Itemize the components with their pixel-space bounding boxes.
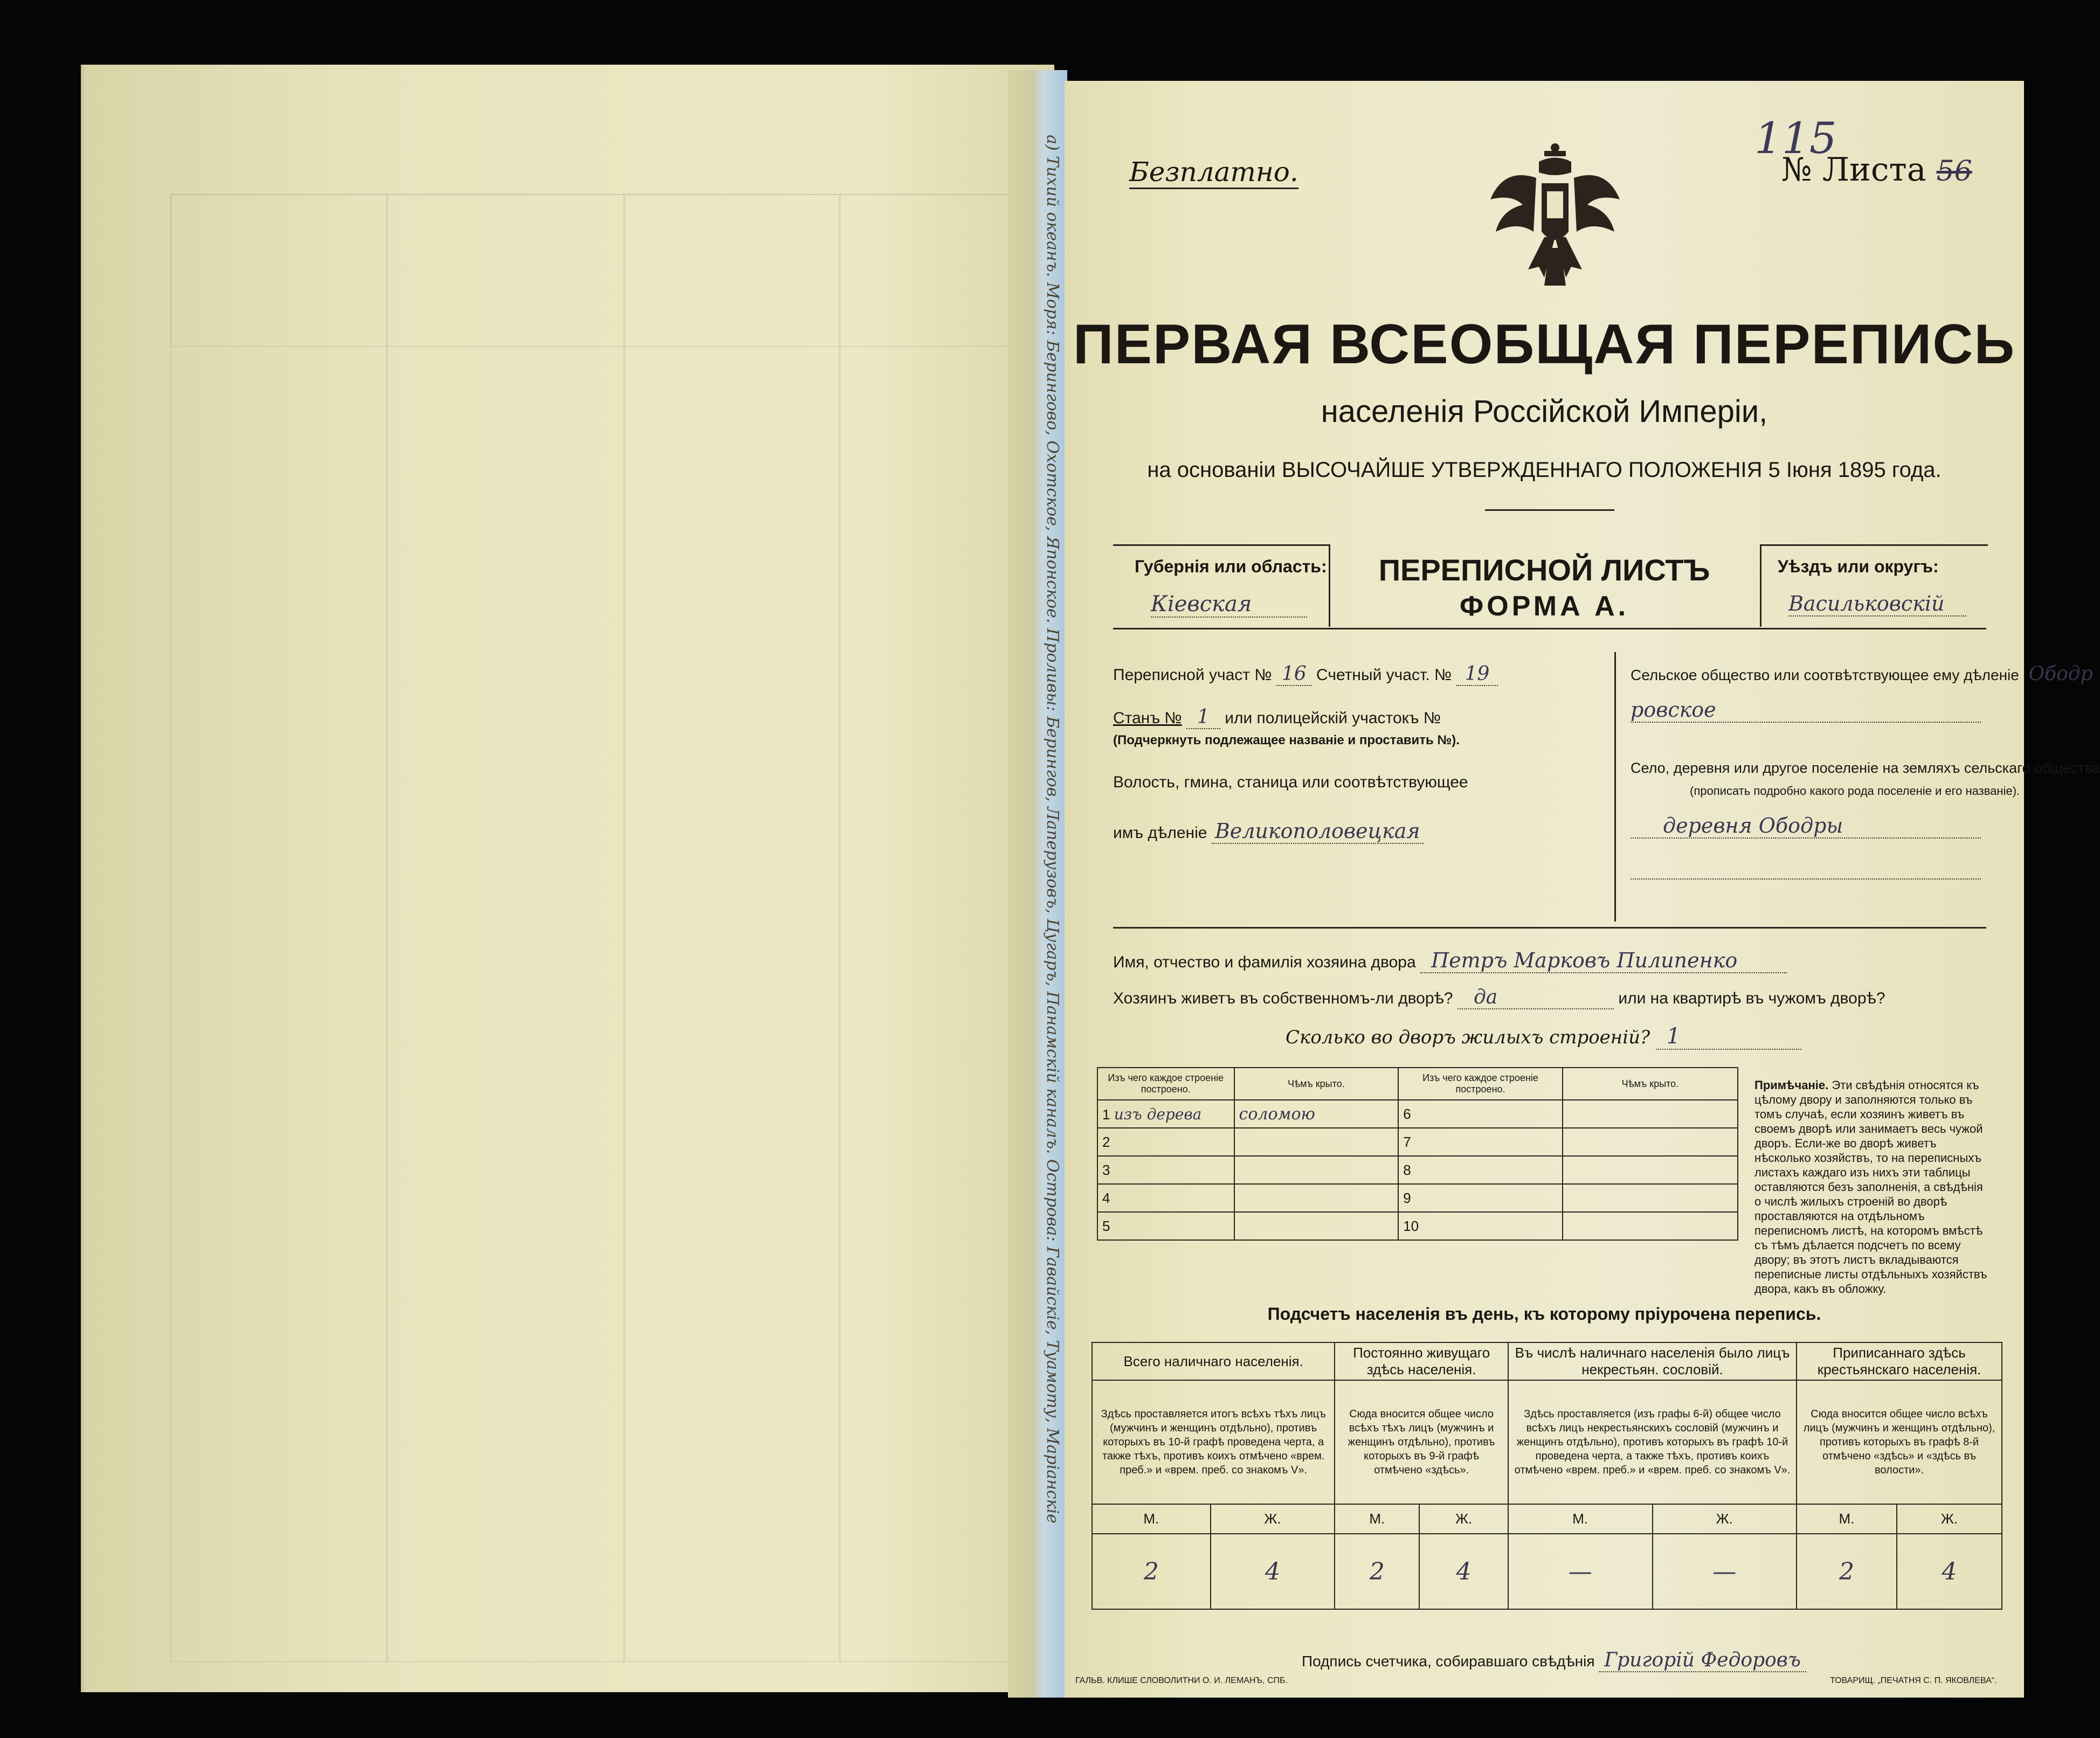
buildings-label: Сколько во дворъ жилыхъ строеній? [1286, 1027, 1650, 1048]
col-total-desc: Здѣсь проставляется итогъ всѣхъ тѣхъ лицъ (мужчинъ и женщинъ отдѣльно), противъ которыхъ въ 10-й графѣ проведена черта, а также тѣхъ, противъ коихъ отмѣчено «врем. преб.» и «врем. преб. со знакомъ V». [1092, 1380, 1335, 1504]
table-row [1097, 1184, 1738, 1212]
left-page [81, 65, 1054, 1692]
uezd-value: Васильковскій [1788, 592, 1966, 617]
total-male-value: 2 [1092, 1534, 1211, 1609]
col-nonpeasant-desc: Здѣсь проставляется (изъ графы 6-й) общее число всѣхъ лицъ некрестьянскихъ сословій (мужчинъ и женщинъ отдѣльно), противъ которыхъ въ графѣ 10-й проведена черта, а также тѣхъ, противъ коихъ отмѣчено «врем. преб.» и «врем. преб. со знакомъ V». [1508, 1380, 1797, 1504]
registered-male-value: 2 [1797, 1534, 1897, 1609]
census-area-label: Переписной участ № [1113, 666, 1272, 684]
society-label: Сельское общество или соотвѣтствующее ему дѣленіе [1631, 667, 2019, 683]
table-row [1097, 1128, 1738, 1156]
table-row [1097, 1100, 1738, 1128]
owner-value: Петръ Марковъ Пилипенко [1420, 948, 1787, 973]
note-block [1754, 1078, 1992, 1296]
nonpeasant-female-value: — [1653, 1534, 1797, 1609]
col-registered-desc: Сюда вносится общее число всѣхъ лицъ (мужчинъ и женщинъ отдѣльно), противъ которыхъ въ графѣ 8-й отмѣчено «здѣсь» и «здѣсь въ волости». [1797, 1380, 2002, 1504]
buildings-row [1286, 1024, 1801, 1050]
buildings-table [1097, 1067, 1738, 1241]
row-number: 7 [1398, 1128, 1563, 1156]
male-label: М. [1335, 1504, 1419, 1534]
rent-label: или на квартирѣ въ чужомъ дворѣ? [1618, 989, 1885, 1007]
female-label: Ж. [1653, 1504, 1797, 1534]
count-area-label: Счетный участ. № [1316, 666, 1452, 684]
male-label: М. [1797, 1504, 1897, 1534]
sheet-number: 56 [1936, 155, 1972, 188]
row-number: 1 [1102, 1106, 1110, 1123]
population-title: Подсчетъ населенія въ день, къ которому пріурочена перепись. [1267, 1304, 1821, 1324]
permanent-male-value: 2 [1335, 1534, 1419, 1609]
census-area-row [1113, 663, 1498, 685]
census-area-value: 16 [1276, 663, 1312, 686]
faint-grid-line [839, 194, 841, 1662]
col-roof-header-2: Чѣмъ крыто. [1563, 1068, 1738, 1100]
uezd-label: Уѣздъ или округъ: [1778, 557, 1939, 576]
society-value-2: ровское [1631, 698, 1981, 723]
village-value: деревня Ободры [1631, 814, 1981, 839]
col-roof-header: Чѣмъ крыто. [1234, 1068, 1399, 1100]
row-number: 2 [1097, 1128, 1234, 1156]
note-label: Примѣчаніе. [1754, 1078, 1829, 1092]
female-label: Ж. [1419, 1504, 1508, 1534]
admin-divider [1614, 652, 1616, 922]
row-number: 9 [1398, 1184, 1563, 1212]
table-row [1097, 1156, 1738, 1184]
col-total-header: Всего наличнаго населенія. [1092, 1342, 1335, 1380]
buildings-value: 1 [1656, 1024, 1801, 1050]
printer-left: ГАЛЬВ. КЛИШЕ СЛОВОЛИТНИ О. И. ЛЕМАНЪ, СПБ. [1075, 1676, 1288, 1685]
col-permanent-desc: Сюда вносится общее число всѣхъ тѣхъ лицъ (мужчинъ и женщинъ отдѣльно), противъ которыхъ въ 9-й графѣ отмѣчено «здѣсь». [1335, 1380, 1508, 1504]
village-extra-line [1631, 878, 1981, 880]
total-female-value: 4 [1211, 1534, 1335, 1609]
female-label: Ж. [1897, 1504, 2002, 1534]
row-number: 5 [1097, 1212, 1234, 1240]
village-note: (прописать подробно какого рода поселеніе и его названіе). [1690, 784, 2020, 798]
society-row [1631, 663, 2093, 685]
row-number: 6 [1398, 1100, 1563, 1128]
legal-basis: на основаніи ВЫСОЧАЙШЕ УТВЕРЖДЕННАГО ПОЛОЖЕНІЯ 5 Іюня 1895 года. [1147, 458, 1942, 482]
male-label: М. [1092, 1504, 1211, 1534]
society-value-1: Ободр [2028, 663, 2093, 685]
sheet-title: ПЕРЕПИСНОЙ ЛИСТЪ [1378, 553, 1710, 587]
permanent-female-value: 4 [1419, 1534, 1508, 1609]
note-text: Эти свѣдѣнія относятся къ цѣлому двору и заполняются только въ томъ случаѣ, если хозяинъ живетъ въ своемъ дворѣ или занимаетъ весь чужой дворъ. Если-же во дворѣ живетъ нѣсколько хозяйствъ, то на переписныхъ листахъ каждаго изъ нихъ эти таблицы оставляются безъ заполненія, а свѣдѣнія о числѣ жилыхъ строеній во дворѣ проставляются на отдѣльномъ переписномъ листѣ, на которомъ вмѣстѣ съ тѣмъ дѣлается подсчетъ по всему двору; въ этотъ листъ вкладываются переписные листы отдѣльныхъ хозяйствъ двора, какъ въ обложку. [1754, 1078, 1987, 1296]
subtitle: населенія Россійской Имперіи, [1321, 394, 1768, 429]
material-value: изъ дерева [1114, 1105, 1202, 1123]
col-material-header-2: Изъ чего каждое строеніе построено. [1398, 1068, 1563, 1100]
faint-grid [170, 194, 1013, 1662]
row-number: 8 [1398, 1156, 1563, 1184]
gubernia-label: Губернія или область: [1135, 557, 1327, 576]
printer-right: ТОВАРИЩ. „ПЕЧАТНЯ С. П. ЯКОВЛЕВА“. [1830, 1676, 1997, 1685]
owner-label: Имя, отчество и фамилія хозяина двора [1113, 953, 1416, 971]
row-number: 10 [1398, 1212, 1563, 1240]
owner-row [1113, 948, 1787, 973]
stan-label: Станъ № [1113, 709, 1182, 727]
admin-bottom-divider [1113, 927, 1986, 929]
col-registered-header: Приписаннаго здѣсь крестьянскаго населенія. [1797, 1342, 2002, 1380]
faint-grid-header [170, 194, 1013, 347]
female-label: Ж. [1211, 1504, 1335, 1534]
own-label: Хозяинъ живетъ въ собственномъ-ли дворѣ? [1113, 989, 1453, 1007]
archive-number: 115 [1754, 113, 1837, 163]
spine-text: a) Тихий океанъ. Моря: Берингово, Охотское, Японское. Проливы: Берингов, Лаперузовъ, Цугаръ, Панамскій каналъ. Острова: Гавайскіе, Туамоту, Маріанскіе [1043, 135, 1062, 1524]
census-form-page [1065, 81, 2100, 1698]
own-value: да [1457, 986, 1614, 1009]
row-number: 3 [1097, 1156, 1234, 1184]
signature-value: Григорій Федоровъ [1599, 1649, 1806, 1672]
police-label: или полицейскій участокъ № [1225, 709, 1441, 727]
free-label: Безплатно. [1129, 156, 1298, 189]
main-title: ПЕРВАЯ ВСЕОБЩАЯ ПЕРЕПИСЬ [1073, 313, 2016, 376]
stan-row [1113, 706, 1441, 728]
volost-value: Великополовецкая [1212, 819, 1424, 844]
ownership-row [1113, 986, 1885, 1009]
gubernia-box [1113, 544, 1330, 627]
col-permanent-header: Постоянно живущаго здѣсь населенія. [1335, 1342, 1508, 1380]
faint-grid-line [623, 194, 625, 1662]
signature-row [1302, 1649, 1806, 1671]
male-label: М. [1508, 1504, 1653, 1534]
col-nonpeasant-header: Въ числѣ наличнаго населенія было лицъ некрестьян. сословій. [1508, 1342, 1797, 1380]
sheet-label: № Листа [1781, 151, 1926, 189]
volost-label-2: имъ дѣленіе [1113, 824, 1207, 842]
gubernia-value: Кіевская [1151, 592, 1307, 618]
form-name: ФОРМА А. [1459, 591, 1629, 622]
col-material-header: Изъ чего каждое строеніе построено. [1097, 1068, 1234, 1100]
header-divider [1113, 628, 1986, 629]
faint-grid-line [386, 194, 388, 1662]
volost-row [1113, 819, 1424, 843]
volost-label: Волость, гмина, станица или соотвѣтствующее [1113, 773, 1468, 791]
ornament-divider [1485, 509, 1614, 511]
sheet-number-field [1781, 151, 1972, 189]
village-label: Село, деревня или другое поселеніе на земляхъ сельскаго общества [1631, 760, 2100, 776]
imperial-eagle-emblem [1485, 140, 1625, 302]
registered-female-value: 4 [1897, 1534, 2002, 1609]
row-number: 4 [1097, 1184, 1234, 1212]
table-row [1097, 1212, 1738, 1240]
uezd-box [1760, 544, 1988, 627]
signature-label: Подпись счетчика, собиравшаго свѣдѣнія [1302, 1653, 1595, 1670]
roof-value: соломою [1234, 1100, 1399, 1128]
count-area-value: 19 [1456, 663, 1498, 686]
nonpeasant-male-value: — [1508, 1534, 1653, 1609]
underline-note: (Подчеркнуть подлежащее названіе и проставить №). [1113, 733, 1460, 747]
stan-value: 1 [1186, 706, 1220, 729]
population-table [1092, 1342, 2002, 1610]
